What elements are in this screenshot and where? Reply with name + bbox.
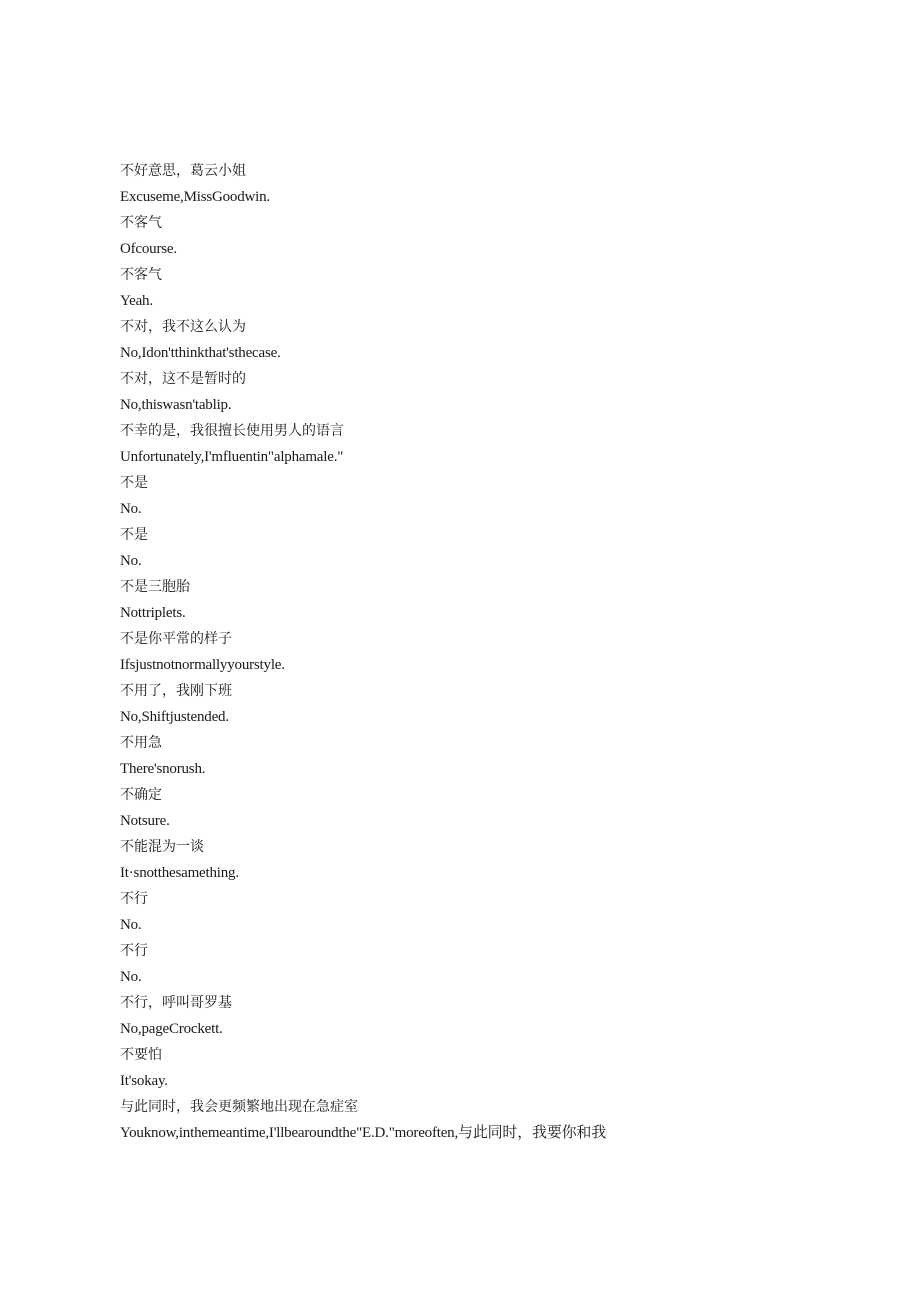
english-line: Unfortunately,I'mfluentin"alphamale.": [120, 449, 344, 465]
english-line: Ifsjustnotnormallyyourstyle.: [120, 657, 285, 673]
english-line: It·snotthesamething.: [120, 865, 239, 881]
chinese-line: 不是: [120, 475, 148, 491]
english-line: No.: [120, 501, 142, 517]
english-line: It'sokay.: [120, 1073, 168, 1089]
chinese-line: 不对，我不这么认为: [120, 319, 246, 335]
chinese-line: 不客气: [120, 267, 162, 283]
chinese-line: 与此同时，我会更频繁地出现在急症室: [120, 1099, 358, 1115]
english-line: No,Idon'tthinkthat'sthecase.: [120, 345, 281, 361]
chinese-line: 不是三胞胎: [120, 579, 190, 595]
english-line: Notsure.: [120, 813, 170, 829]
english-line: Youknow,inthemeantime,I'llbearoundthe"E.D."moreoften,与此同时，我要你和我: [120, 1125, 607, 1141]
chinese-line: 不好意思，葛云小姐: [120, 163, 246, 179]
english-line: No.: [120, 969, 142, 985]
chinese-line: 不确定: [120, 787, 162, 803]
chinese-line: 不要怕: [120, 1047, 162, 1063]
english-line: No,thiswasn'tablip.: [120, 397, 232, 413]
subtitle-line-list: [120, 158, 820, 1146]
chinese-line: 不用了，我刚下班: [120, 683, 232, 699]
chinese-line: 不幸的是，我很擅长使用男人的语言: [120, 423, 344, 439]
english-line: Excuseme,MissGoodwin.: [120, 189, 270, 205]
english-line: No.: [120, 553, 142, 569]
chinese-line: 不能混为一谈: [120, 839, 204, 855]
english-line: Ofcourse.: [120, 241, 177, 257]
chinese-line: 不是你平常的样子: [120, 631, 232, 647]
chinese-line: 不行，呼叫哥罗基: [120, 995, 232, 1011]
english-line: No,Shiftjustended.: [120, 709, 229, 725]
english-line: There'snorush.: [120, 761, 206, 777]
chinese-line: 不客气: [120, 215, 162, 231]
chinese-line: 不对，这不是暂时的: [120, 371, 246, 387]
chinese-line: 不用急: [120, 735, 162, 751]
chinese-line: 不是: [120, 527, 148, 543]
english-line: No,pageCrockett.: [120, 1021, 223, 1037]
chinese-line: 不行: [120, 943, 148, 959]
english-line: Nottriplets.: [120, 605, 186, 621]
chinese-line: 不行: [120, 891, 148, 907]
english-line: No.: [120, 917, 142, 933]
english-line: Yeah.: [120, 293, 153, 309]
